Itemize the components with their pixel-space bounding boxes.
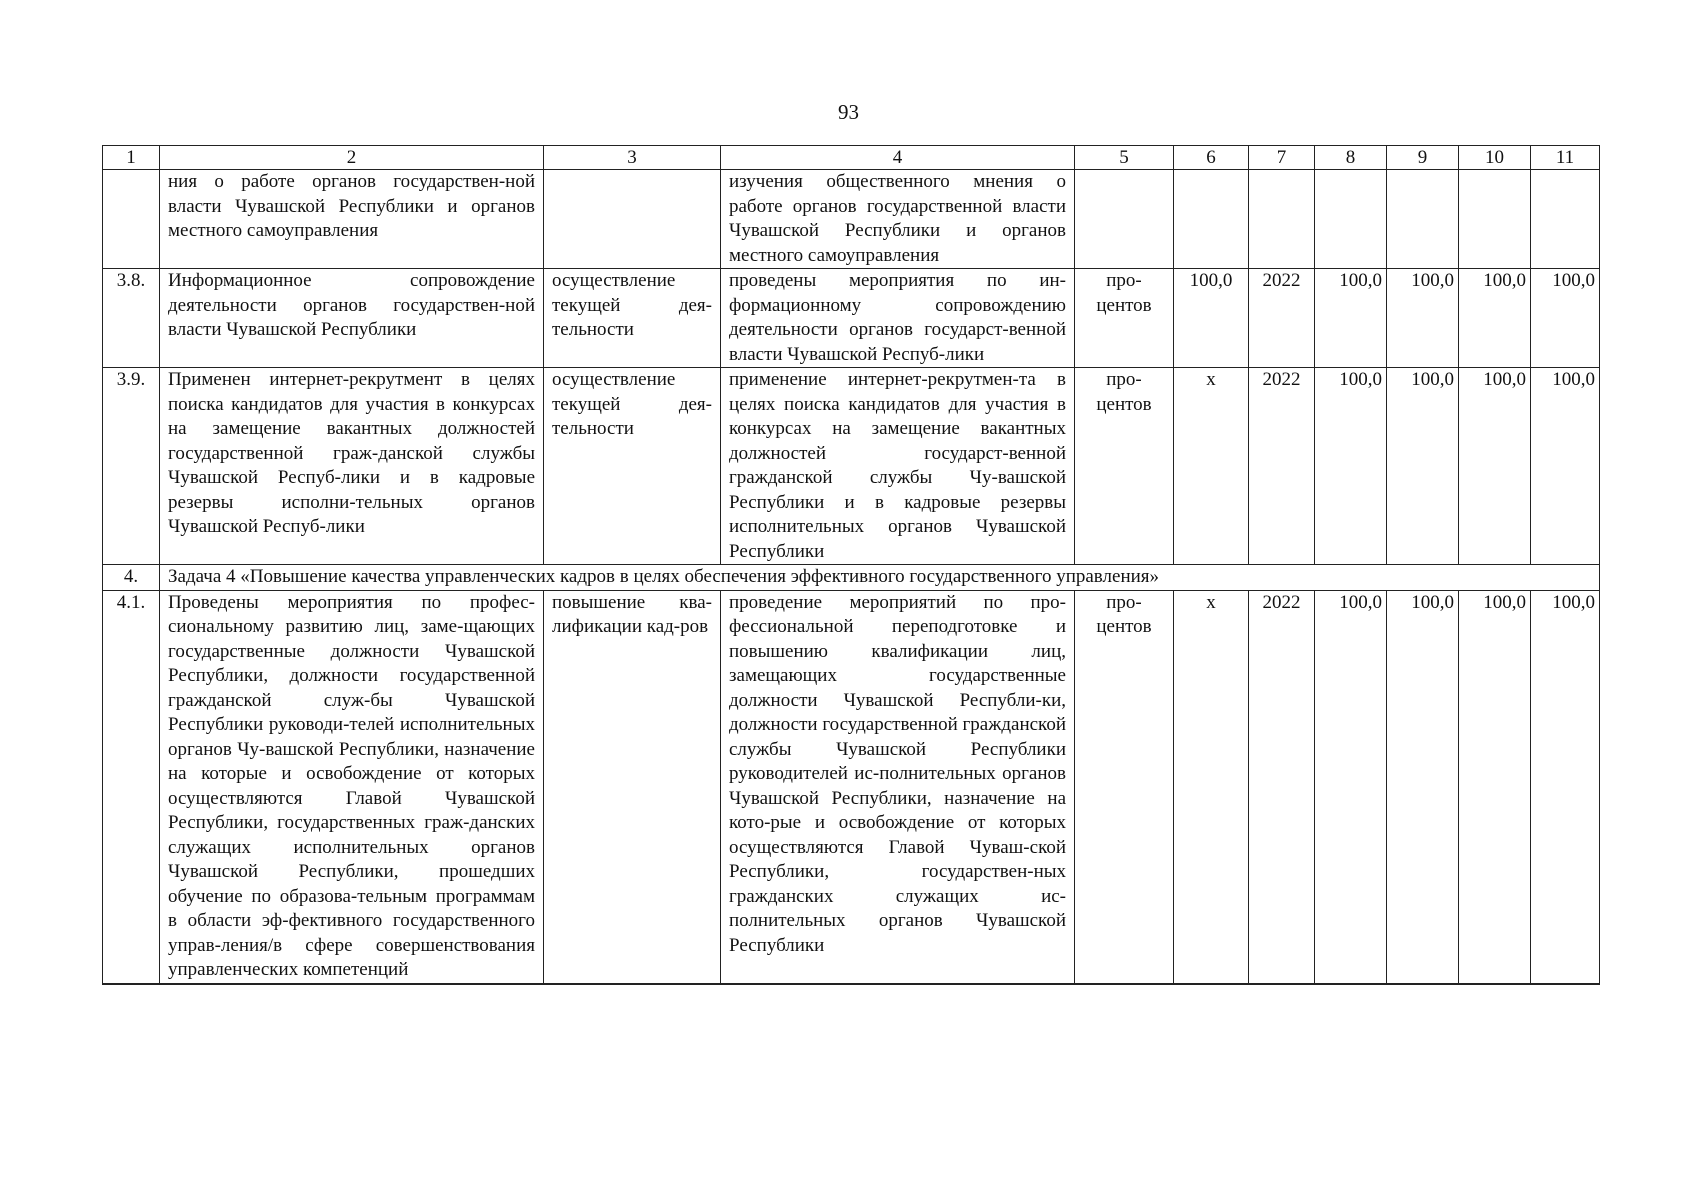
value-col-8: 100,0: [1315, 269, 1387, 368]
column-header-8: 8: [1315, 146, 1387, 170]
measure-type: повышение ква-лификации кад-ров: [544, 590, 721, 984]
value-col-9: 100,0: [1387, 368, 1459, 565]
value-col-10: 100,0: [1459, 269, 1531, 368]
year: 2022: [1249, 269, 1315, 368]
cell-empty: [1531, 170, 1600, 269]
cell-empty: [1459, 170, 1531, 269]
measure-type: осуществление текущей дея-тельности: [544, 368, 721, 565]
cell-empty: [1387, 170, 1459, 269]
unit: про-центов: [1075, 590, 1174, 984]
year: 2022: [1249, 368, 1315, 565]
year: 2022: [1249, 590, 1315, 984]
cell-empty: [1075, 170, 1174, 269]
continued-measure-name: ния о работе органов государствен-ной власти Чувашской Республики и органов местного самоуправления: [160, 170, 544, 269]
measure-name: Информационное сопровождение деятельности органов государствен-ной власти Чувашской Республики: [160, 269, 544, 368]
continuation-row: [103, 170, 1600, 269]
value-col-8: 100,0: [1315, 590, 1387, 984]
cell-empty: [103, 170, 160, 269]
cell-empty: [1249, 170, 1315, 269]
value-col-11: 100,0: [1531, 368, 1600, 565]
cell-empty: [1315, 170, 1387, 269]
expected-result: проведены мероприятия по ин-формационному сопровождению деятельности органов государст-венной власти Чувашской Респуб-лики: [721, 269, 1075, 368]
task-row: [103, 565, 1600, 591]
column-header-7: 7: [1249, 146, 1315, 170]
cell-empty: [1174, 170, 1249, 269]
row-number: 3.8.: [103, 269, 160, 368]
column-header-4: 4: [721, 146, 1075, 170]
column-header-5: 5: [1075, 146, 1174, 170]
base-value: 100,0: [1174, 269, 1249, 368]
base-value: х: [1174, 368, 1249, 565]
value-col-11: 100,0: [1531, 269, 1600, 368]
row-number: 3.9.: [103, 368, 160, 565]
column-header-2: 2: [160, 146, 544, 170]
table-row: [103, 590, 1600, 984]
column-header-6: 6: [1174, 146, 1249, 170]
base-value: х: [1174, 590, 1249, 984]
cell-empty: [544, 170, 721, 269]
column-header-1: 1: [103, 146, 160, 170]
row-number: 4.1.: [103, 590, 160, 984]
measure-type: осуществление текущей дея-тельности: [544, 269, 721, 368]
value-col-10: 100,0: [1459, 590, 1531, 984]
table-row: [103, 269, 1600, 368]
column-header-9: 9: [1387, 146, 1459, 170]
value-col-10: 100,0: [1459, 368, 1531, 565]
column-header-11: 11: [1531, 146, 1600, 170]
value-col-9: 100,0: [1387, 590, 1459, 984]
column-header-10: 10: [1459, 146, 1531, 170]
expected-result: проведение мероприятий по про-фессиональной переподготовке и повышению квалификации лиц, замещающих государственные должности Чувашской Республи-ки, должности государственной гражданской службы Чувашской Республики руководителей ис-полнительных органов Чувашской Республики, назначение на кото-рые и освобождение от которых осуществляются Главой Чуваш-ской Республики, государствен-ных гражданских служащих ис-полнительных органов Чувашской Республики: [721, 590, 1075, 984]
continued-result: изучения общественного мнения о работе органов государственной власти Чувашской Республики и органов местного самоуправления: [721, 170, 1075, 269]
expected-result: применение интернет-рекрутмен-та в целях поиска кандидатов для участия в конкурсах на замещение вакантных должностей государст-венной гражданской службы Чу-вашской Республики и в кадровые резервы исполнительных органов Чувашской Республики: [721, 368, 1075, 565]
task-title: Задача 4 «Повышение качества управленческих кадров в целях обеспечения эффективного государственного управления»: [160, 565, 1600, 591]
unit: про-центов: [1075, 368, 1174, 565]
page-number: 93: [838, 100, 859, 124]
unit: про-центов: [1075, 269, 1174, 368]
value-col-9: 100,0: [1387, 269, 1459, 368]
task-number: 4.: [103, 565, 160, 591]
column-header-3: 3: [544, 146, 721, 170]
measure-name: Проведены мероприятия по профес-сиональному развитию лиц, заме-щающих государственные должности Чувашской Республики, должности государственной гражданской служ-бы Чувашской Республики руководи-телей исполнительных органов Чу-вашской Республики, назначение на которые и освобождение от которых осуществляются Главой Чувашской Республики, государственных граж-данских служащих исполнительных органов Чувашской Республики, прошедших обучение по образова-тельным программам в области эф-фективного государственного управ-ления/в сфере совершенствования управленческих компетенций: [160, 590, 544, 984]
value-col-11: 100,0: [1531, 590, 1600, 984]
measure-name: Применен интернет-рекрутмент в целях поиска кандидатов для участия в конкурсах на замещение вакантных должностей государственной граж-данской службы Чувашской Респуб-лики и в кадровые резервы исполни-тельных органов Чувашской Респуб-лики: [160, 368, 544, 565]
column-number-row: [103, 146, 1600, 170]
table-row: [103, 368, 1600, 565]
value-col-8: 100,0: [1315, 368, 1387, 565]
indicators-table: [102, 145, 1600, 985]
